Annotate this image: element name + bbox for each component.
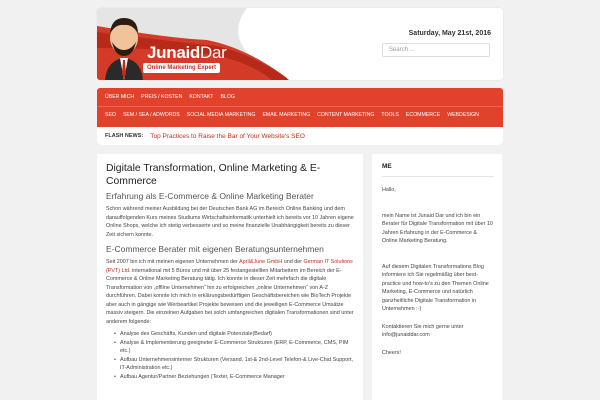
section-heading: E-Commerce Berater mit eigenen Beratungsunternehmen	[106, 244, 324, 254]
page-title: Digitale Transformation, Online Marketing & E-Commerce	[106, 163, 321, 187]
german-it-solutions-link[interactable]: German IT Solutions (PVT) Ltd.	[106, 259, 353, 274]
list-item: • Analyse des Geschäfts, Kunden und digitale Potenziale(Bedarf)	[120, 330, 355, 339]
nav-item-ecommerce[interactable]: ECOMMERCE	[405, 112, 441, 118]
company-paragraph	[106, 258, 355, 326]
article-content	[97, 154, 363, 400]
nav-item-preis-kosten[interactable]: PREIS / KOSTEN	[141, 93, 183, 100]
nav-item-tools[interactable]: TOOLS	[381, 112, 399, 118]
site-header	[97, 8, 503, 80]
primary-menu	[97, 88, 503, 105]
nav-item-blog[interactable]: BLOG	[220, 93, 235, 100]
paragraph-text: international mit 5 Büros und mit über 25 festangestellten Mitarbeitern im Bereich der E-Commerce & Online Marketing Beratung tätig. Ich konnte in dieser Zeit mehrfach die digitale Transformation von „offline Unternehmen“ hin zu erfolgreichen „online Unternehmen“ von A-Z durchführen. Dabei konnte ich mich in erklärungsbedürftigen Geschäftsbereichen wie BioTech Projekte aber auch in gängige wie Werbeartikel Projekte beweisen und die jeweiligen E-Commerce Umsätze massiv steigern. Die einzelnen Aufgaben bei solch umfangreichen digitalen Transformationen sind unter anderem folgende:	[106, 267, 354, 325]
nav-item-social-media[interactable]: SOCIAL MEDIA MARKETING	[186, 112, 256, 118]
main-navigation	[97, 88, 503, 145]
sidebar-title: ME	[382, 163, 494, 177]
task-list	[106, 330, 355, 381]
article-subtitle: Erfahrung als E-Commerce & Online Marketing Berater	[106, 191, 314, 201]
sidebar-greeting: Hallo,	[382, 187, 396, 193]
nav-item-seo[interactable]: SEO	[105, 112, 116, 118]
current-date: Saturday, May 21st, 2016	[408, 30, 491, 37]
paragraph-text: Seit 2007 bin ich mit meinen eigenen Unternehmen der	[106, 259, 240, 265]
nav-item-kontakt[interactable]: KONTAKT	[189, 93, 214, 100]
flash-news-bar	[97, 124, 503, 145]
flash-news-link[interactable]: Top Practices to Raise the Bar of Your Website's SEO	[150, 132, 305, 140]
secondary-menu	[97, 106, 503, 123]
logo-tagline: Online Marketing Expert	[143, 63, 220, 73]
intro-paragraph: Schon während meiner Ausbildung bei der Deutschen Bank AG im Bereich Online Banking und dem darauffolgenden Kurs meines Studiums Wirtschaftsinformatik unterhielt ich bereits vor 10 Jahren eigene Online Shops, welche ich stetig verbesserte und so meine finanzielle Unabhängigkeit bereits zu dieser Zeit sichern konnte.	[106, 206, 354, 238]
nav-item-sem[interactable]: SEM / SEA / ADWORDS	[122, 112, 180, 118]
sidebar-paragraph: Auf diesem Digitalen Transformations Blog informiere ich Sie regelmäßig über best-practice und how-to's zu den Themen Online Marketing, E-Commerce und natürlich ganzheitliche Digitale Transformation in Unternehmen :-)	[382, 263, 489, 312]
nav-item-content-marketing[interactable]: CONTENT MARKETING	[317, 112, 375, 118]
april-june-link[interactable]: April&June GmbH	[239, 259, 283, 265]
sidebar-contact: Kontaktieren Sie mich gerne unter info@junaiddar.com	[382, 323, 464, 338]
logo-text[interactable]: JunaidDar	[147, 43, 227, 62]
nav-item-email-marketing[interactable]: EMAIL MARKETING	[262, 112, 311, 118]
paragraph-text: und der	[282, 259, 304, 265]
sidebar-closing: Cheers!	[382, 349, 401, 356]
nav-item-webdesign[interactable]: WEBDESIGN	[447, 112, 479, 118]
nav-item-ueber-mich[interactable]: ÜBER MICH	[105, 93, 135, 100]
flash-news-label: FLASH NEWS:	[105, 133, 144, 139]
list-item: • Aufbau Unternehmensinterner Strukturen (Versand, 1st-& 2nd-Level Telefon-& Live-Chat Support, IT-Administration etc.)	[120, 356, 355, 373]
list-item: • Analyse & Implementierung geeigneter E-Commerce Strukturen (ERP, E-Commerce, CMS, PIM etc.)	[120, 339, 355, 356]
search-input[interactable]: Search ...	[382, 43, 490, 57]
list-item: • Aufbau Agentur/Partner Beziehungen (Texter, E-Commerce Manager	[120, 373, 355, 382]
sidebar-widget	[372, 154, 502, 400]
sidebar-paragraph: mein Name ist Junaid Dar und ich bin ein Berater für Digitale Transformation mit über 10 Jahren Erfahrung in der E-Commerce & Online Marketing Beratung.	[382, 212, 493, 244]
